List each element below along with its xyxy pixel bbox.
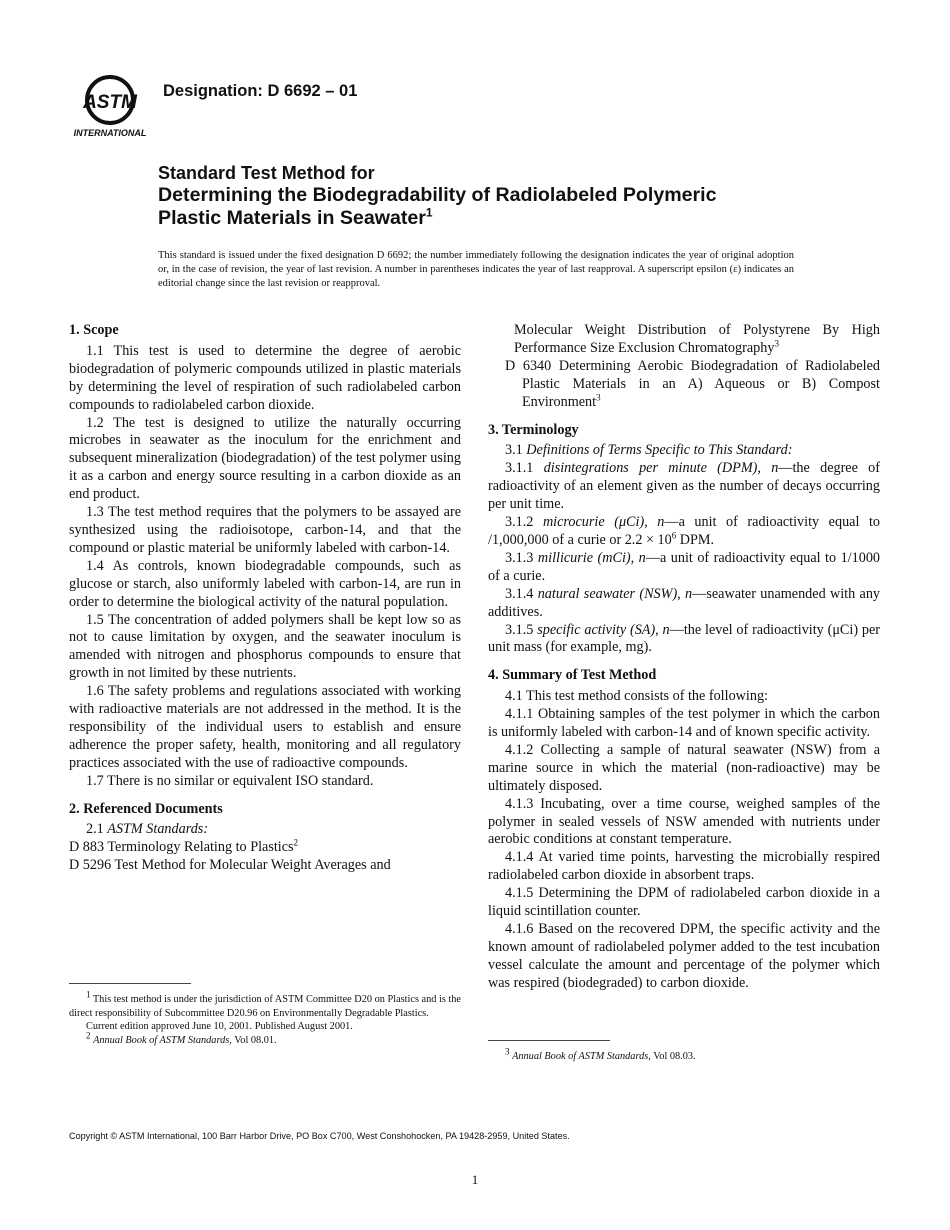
paragraph-4-1-5: 4.1.5 Determining the DPM of radiolabeled carbon dioxide in a liquid scintillation counter. [488,885,880,920]
paragraph-1-3: 1.3 The test method requires that the polymers to be assayed are synthesized using the radioisotope, carbon-14, and that the compound or plastic material be uniformly labeled with carbon-14. [69,504,461,556]
page-number: 1 [471,1172,479,1187]
footnote-2: $^2$ Annual Book of ASTM Standards, Vol 08.01. [86,1030,277,1046]
footnote-1-edition: Current edition approved June 10, 2001. Published August 2001. [86,1021,353,1033]
term-3-1: 3.1 Definitions of Terms Specific to This Standard: [505,442,793,459]
footnote-1: $^1$ This test method is under the jurisdiction of ASTM Committee D20 on Plastics and is the direct responsibility of Subcommittee D20.96 on Environmentally Degradable Plastics. [69,989,461,1019]
term-3-1-1: 3.1.1 disintegrations per minute (DPM), n—the degree of radioactivity of an element given as the number of decays occurring per unit time. [488,460,881,513]
term-3-1-5: 3.1.5 specific activity (SA), n—the level of radioactivity (μCi) per unit mass (for example, mg). [488,621,881,656]
title-line-3: Plastic Materials in Seawater$^1$ [158,205,433,229]
footnotes-right [488,1046,880,1064]
document-title [158,163,858,230]
paragraph-1-2: 1.2 The test is designed to utilize the naturally occurring microbes in seawater as the inoculum for the enrichment and subsequent mineralization (biodegradation) of the test polymer using it as a carbon and energy source resulting in a carbon dioxide as an end product. [69,414,461,503]
section-heading-terminology: 3. Terminology [488,421,579,438]
astm-logo-icon [68,70,152,140]
paragraph-1-7: 1.7 There is no similar or equivalent ISO standard. [86,772,374,789]
section-heading-summary: 4. Summary of Test Method [488,667,657,684]
paragraph-4-1-2: 4.1.2 Collecting a sample of natural seawater (NSW) from a marine source in which the material (non-radioactive) may be ultimately disposed. [488,741,880,794]
paragraph-1-4: 1.4 As controls, known biodegradable compounds, such as glucose or starch, also uniformly labeled with carbon-14, are run in order to determine the biological activity of the natural population. [69,557,461,610]
reference-d5296: D 5296 Test Method for Molecular Weight Averages and [69,857,391,874]
astm-logo [68,70,152,140]
paragraph-2-1: 2.1 ASTM Standards: [86,821,209,838]
section-heading-scope: 1. Scope [69,322,119,338]
copyright-notice: Copyright © ASTM International, 100 Barr Harbor Drive, PO Box C700, West Conshohocken, PA 19428-2959, United States. [69,1131,570,1141]
designation: Designation: D 6692 – 01 [163,82,358,100]
paragraph-4-1-4: 4.1.4 At varied time points, harvesting the microbially respired radiolabeled carbon dioxide in absorbent traps. [488,849,880,884]
reference-d883: D 883 Terminology Relating to Plastics$^2$ [69,837,299,856]
title-line-2: Determining the Biodegradability of Radiolabeled Polymeric [158,184,717,206]
footnote-3: $^3$ Annual Book of ASTM Standards, Vol 08.03. [505,1046,696,1062]
left-column [69,322,461,875]
reference-d5296-continued: Molecular Weight Distribution of Polystyrene By High Performance Size Exclusion Chromatography$^3$ [514,322,880,356]
paragraph-4-1-6: 4.1.6 Based on the recovered DPM, the specific activity and the known amount of radiolabeled polymer added to the test incubation vessel calculate the amount and percentage of the polymer which was respired (biodegraded) to carbon dioxide. [488,921,880,991]
paragraph-4-1-1: 4.1.1 Obtaining samples of the test polymer in which the carbon is uniformly labeled with carbon-14 and of known specific activity. [488,706,880,741]
section-heading-referenced-documents: 2. Referenced Documents [69,800,223,817]
paragraph-1-5: 1.5 The concentration of added polymers shall be kept low so as not to cause limitation by oxygen, and the seawater inoculum is amended with nitrogen and phosphorus compounds to ensure that growth in not limited by these nutrients. [69,611,461,682]
paragraph-1-6: 1.6 The safety problems and regulations associated with working with radioactive materials are not addressed in the method. It is the responsibility of the individual users to establish and ensure adherence the proper safety, health, monitoring and all regulatory practices associated with the use of radioactive compounds. [69,683,461,771]
svg-text:ASTM: ASTM [83,92,137,113]
title-line-1: Standard Test Method for [158,163,375,183]
term-3-1-4: 3.1.4 natural seawater (NSW), n—seawater unamended with any additives. [488,585,881,620]
footnote-rule-right [488,1040,610,1041]
term-3-1-3: 3.1.3 millicurie (mCi), n—a unit of radioactivity equal to 1/1000 of a curie. [488,549,881,584]
footnote-rule-left [69,983,191,984]
right-column [488,322,880,993]
term-3-1-2: 3.1.2 microcurie (μCi), n—a unit of radioactivity equal to /1,000,000 of a curie or $2.2 \times 10^6$ DPM. [488,514,880,548]
issue-note: This standard is issued under the fixed designation D 6692; the number immediately following the designation indicates the year of original adoption or, in the case of revision, the year of last revision. A number in parentheses indicates the year of last reapproval. A superscript epsilon (ε) indicates an editorial change since the last revision or reapproval. [158,250,794,290]
paragraph-4-1-3: 4.1.3 Incubating, over a time course, weighed samples of the polymer in sealed vessels of NSW amended with nutrients under aerobic conditions at constant temperature. [488,795,880,848]
title-footnote-mark: 1 [425,205,433,220]
svg-text:INTERNATIONAL: INTERNATIONAL [73,128,147,138]
paragraph-4-1: 4.1 This test method consists of the following: [505,688,768,705]
paragraph-1-1: 1.1 This test is used to determine the degree of aerobic biodegradation of polymeric compounds utilized in plastic materials by determining the level of respiration of such radiolabeled carbon compounds to radiolabeled carbon dioxide. [69,342,461,413]
reference-d6340: D 6340 Determining Aerobic Biodegradation of Radiolabeled Plastic Materials in an A) Aqueous or B) Compost Environment$^3$ [505,357,880,410]
footnotes-left [69,989,461,1047]
